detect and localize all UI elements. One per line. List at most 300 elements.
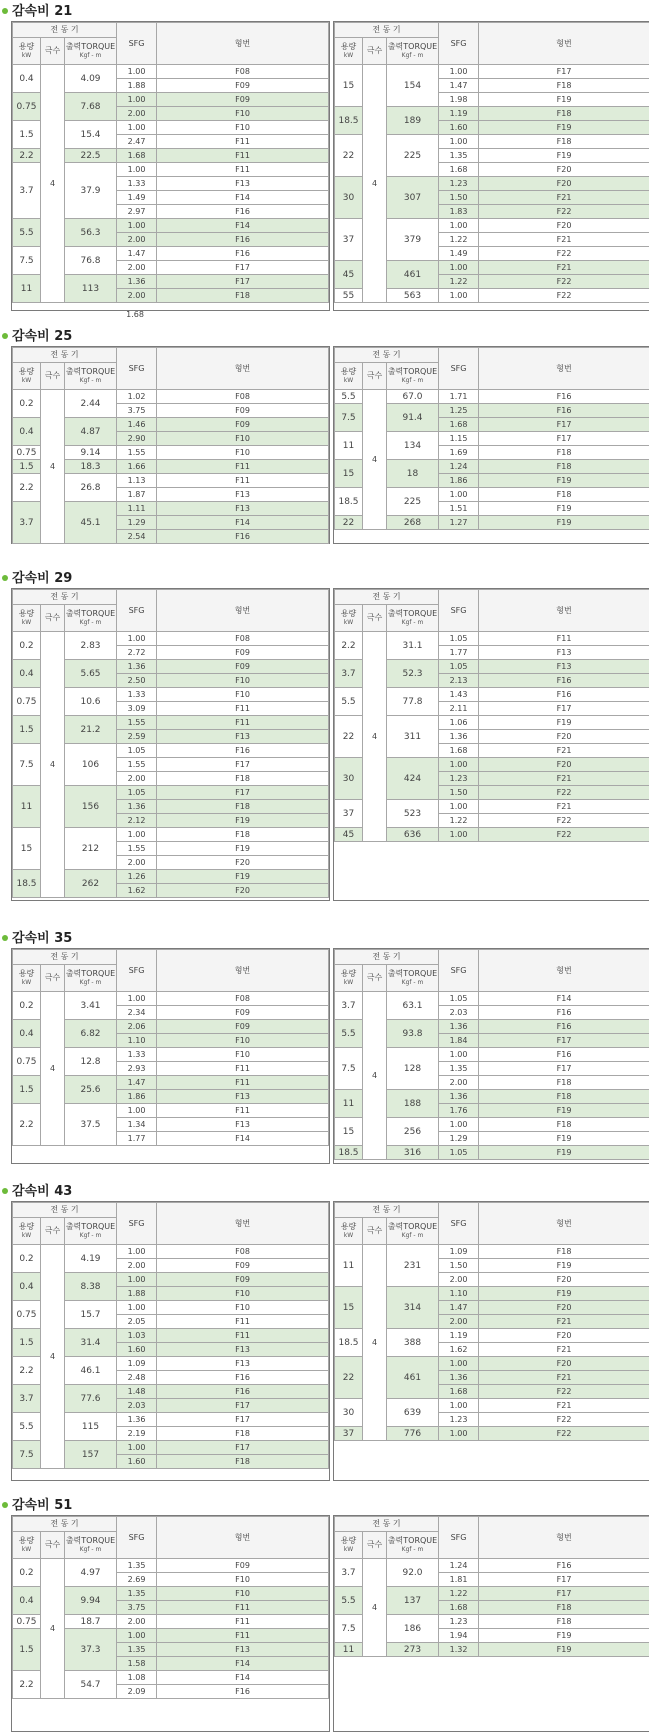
capacity-cell: 7.5 — [13, 1441, 41, 1469]
torque-cell: 15.4 — [65, 121, 117, 149]
model-cell: F18 — [479, 135, 649, 149]
torque-unit: Kgf - m — [387, 377, 438, 385]
table-row — [13, 1559, 329, 1573]
sfg-cell: 2.03 — [117, 1399, 157, 1413]
sfg-cell: 2.00 — [117, 856, 157, 870]
ratio-section — [0, 325, 649, 544]
sfg-cell: 2.00 — [117, 289, 157, 303]
sfg-cell: 2.59 — [117, 730, 157, 744]
sfg-cell: 1.84 — [439, 1034, 479, 1048]
capacity-cell: 30 — [335, 177, 363, 219]
torque-label: 출력TORQUE — [388, 1536, 437, 1545]
capacity-cell: 30 — [335, 758, 363, 800]
torque-cell: 67.0 — [387, 390, 439, 404]
section-title-text: 감속비 35 — [12, 931, 72, 946]
capacity-cell: 1.5 — [13, 1629, 41, 1671]
poles-header: 극수 — [363, 1218, 387, 1245]
model-cell: F21 — [479, 772, 649, 786]
model-cell: F11 — [157, 135, 329, 149]
capacity-cell: 1.5 — [13, 716, 41, 744]
model-header: 형번 — [157, 348, 329, 390]
torque-cell: 2.44 — [65, 390, 117, 418]
torque-cell: 268 — [387, 516, 439, 530]
sfg-cell: 1.00 — [117, 828, 157, 842]
torque-unit: Kgf - m — [387, 619, 438, 627]
capacity-unit: kW — [13, 52, 40, 60]
capacity-cell: 7.5 — [335, 1048, 363, 1090]
capacity-cell: 0.75 — [13, 93, 41, 121]
sfg-cell: 2.03 — [439, 1006, 479, 1020]
model-cell: F08 — [157, 992, 329, 1006]
model-cell: F18 — [479, 1601, 649, 1615]
capacity-cell: 0.75 — [13, 688, 41, 716]
left-table — [11, 21, 330, 311]
torque-cell: 54.7 — [65, 1671, 117, 1699]
sfg-cell: 1.49 — [439, 247, 479, 261]
torque-cell: 3.41 — [65, 992, 117, 1020]
sfg-cell: 1.62 — [117, 884, 157, 898]
sfg-cell: 1.36 — [439, 1090, 479, 1104]
ratio-section — [0, 1494, 649, 1732]
model-cell: F19 — [479, 149, 649, 163]
model-cell: F18 — [479, 107, 649, 121]
sfg-cell: 1.36 — [117, 1413, 157, 1427]
sfg-cell: 1.08 — [117, 1671, 157, 1685]
torque-cell: 18.3 — [65, 460, 117, 474]
model-cell: F14 — [157, 219, 329, 233]
model-cell: F13 — [157, 502, 329, 516]
left-table — [11, 346, 330, 544]
sfg-cell: 1.35 — [117, 1559, 157, 1573]
model-cell: F20 — [479, 1329, 649, 1343]
model-cell: F16 — [479, 390, 649, 404]
sfg-cell: 1.00 — [439, 758, 479, 772]
sfg-header: SFG — [117, 950, 157, 992]
capacity-cell: 0.75 — [13, 1615, 41, 1629]
sfg-cell: 1.23 — [439, 1615, 479, 1629]
sfg-cell: 1.00 — [117, 1273, 157, 1287]
torque-cell: 5.65 — [65, 660, 117, 688]
capacity-cell: 2.2 — [13, 1671, 41, 1699]
model-cell: F17 — [479, 432, 649, 446]
capacity-cell: 3.7 — [13, 502, 41, 544]
model-cell: F18 — [479, 79, 649, 93]
sfg-cell: 1.27 — [439, 516, 479, 530]
sfg-cell: 1.76 — [439, 1104, 479, 1118]
model-cell: F17 — [157, 786, 329, 800]
ratio-section — [0, 927, 649, 1164]
left-table — [11, 1201, 330, 1481]
sfg-header: SFG — [117, 1517, 157, 1559]
capacity-cell: 0.4 — [13, 65, 41, 93]
torque-cell: 92.0 — [387, 1559, 439, 1587]
capacity-unit: kW — [13, 1232, 40, 1240]
model-cell: F16 — [157, 205, 329, 219]
capacity-cell: 22 — [335, 1357, 363, 1399]
torque-unit: Kgf - m — [65, 979, 116, 987]
capacity-cell: 2.2 — [13, 1104, 41, 1146]
capacity-cell: 18.5 — [335, 1329, 363, 1357]
model-cell: F11 — [157, 702, 329, 716]
sfg-cell: 1.68 — [117, 149, 157, 163]
model-cell: F17 — [479, 1587, 649, 1601]
model-cell: F09 — [157, 1006, 329, 1020]
capacity-cell: 37 — [335, 1427, 363, 1441]
torque-cell: 37.5 — [65, 1104, 117, 1146]
capacity-label: 용량 — [19, 42, 34, 51]
sfg-cell: 1.68 — [439, 163, 479, 177]
sfg-cell: 2.47 — [117, 135, 157, 149]
poles-cell: 4 — [41, 632, 65, 898]
sfg-cell: 1.29 — [117, 516, 157, 530]
model-cell: F20 — [479, 163, 649, 177]
model-header: 형번 — [157, 1517, 329, 1559]
torque-header — [387, 605, 439, 632]
sfg-cell: 2.00 — [439, 1076, 479, 1090]
model-cell: F22 — [479, 1427, 649, 1441]
section-title — [0, 567, 72, 583]
model-cell: F19 — [479, 502, 649, 516]
model-cell: F11 — [479, 632, 649, 646]
table-row — [335, 632, 649, 646]
torque-label: 출력TORQUE — [388, 609, 437, 618]
capacity-cell: 18.5 — [335, 1146, 363, 1160]
model-cell: F17 — [157, 275, 329, 289]
model-cell: F16 — [479, 1020, 649, 1034]
capacity-header — [13, 38, 41, 65]
capacity-unit: kW — [335, 979, 362, 987]
capacity-label: 용량 — [341, 367, 356, 376]
torque-cell: 76.8 — [65, 247, 117, 275]
sfg-cell: 1.10 — [117, 1034, 157, 1048]
sfg-cell: 1.00 — [117, 1441, 157, 1455]
model-cell: F22 — [479, 786, 649, 800]
model-cell: F17 — [479, 1573, 649, 1587]
capacity-cell: 22 — [335, 716, 363, 758]
sfg-header: SFG — [439, 348, 479, 390]
motor-group-header: 전 동 기 — [335, 950, 439, 965]
capacity-cell: 7.5 — [335, 1615, 363, 1643]
sfg-cell: 1.87 — [117, 488, 157, 502]
torque-cell: 379 — [387, 219, 439, 261]
sfg-cell: 1.58 — [117, 1657, 157, 1671]
model-cell: F19 — [479, 716, 649, 730]
capacity-cell: 5.5 — [335, 390, 363, 404]
torque-cell: 776 — [387, 1427, 439, 1441]
capacity-header — [13, 965, 41, 992]
torque-label: 출력TORQUE — [66, 42, 115, 51]
model-cell: F10 — [157, 432, 329, 446]
left-table — [11, 1515, 330, 1732]
torque-cell: 115 — [65, 1413, 117, 1441]
model-cell: F19 — [479, 474, 649, 488]
bullet-icon — [2, 935, 8, 941]
sfg-cell: 1.09 — [117, 1357, 157, 1371]
torque-cell: 563 — [387, 289, 439, 303]
model-cell: F10 — [157, 1048, 329, 1062]
model-cell: F18 — [479, 1615, 649, 1629]
capacity-header — [335, 605, 363, 632]
sfg-cell: 1.00 — [117, 632, 157, 646]
sfg-cell: 1.23 — [439, 177, 479, 191]
capacity-cell: 0.4 — [13, 1020, 41, 1048]
capacity-cell: 15 — [335, 1118, 363, 1146]
poles-cell: 4 — [363, 992, 387, 1160]
ratio-section — [0, 1180, 649, 1481]
model-header: 형번 — [157, 950, 329, 992]
capacity-cell: 0.2 — [13, 1559, 41, 1587]
torque-cell: 37.3 — [65, 1629, 117, 1671]
sfg-cell: 1.29 — [439, 1132, 479, 1146]
left-table — [11, 588, 330, 901]
torque-unit: Kgf - m — [65, 1232, 116, 1240]
model-cell: F09 — [157, 93, 329, 107]
capacity-cell: 11 — [335, 432, 363, 460]
sfg-cell: 1.55 — [117, 842, 157, 856]
sfg-cell: 1.68 — [439, 744, 479, 758]
torque-cell: 4.09 — [65, 65, 117, 93]
capacity-label: 용량 — [19, 1536, 34, 1545]
sfg-cell: 2.13 — [439, 674, 479, 688]
model-header: 형번 — [479, 950, 649, 992]
model-cell: F14 — [157, 1132, 329, 1146]
model-cell: F19 — [479, 1629, 649, 1643]
torque-cell: 311 — [387, 716, 439, 758]
model-cell: F10 — [157, 1573, 329, 1587]
model-cell: F13 — [157, 730, 329, 744]
capacity-unit: kW — [335, 1546, 362, 1554]
torque-unit: Kgf - m — [65, 52, 116, 60]
sfg-cell: 2.93 — [117, 1062, 157, 1076]
sfg-cell: 1.33 — [117, 1048, 157, 1062]
model-cell: F19 — [479, 516, 649, 530]
torque-cell: 424 — [387, 758, 439, 800]
capacity-cell: 2.2 — [13, 1357, 41, 1385]
torque-unit: Kgf - m — [387, 52, 438, 60]
model-cell: F11 — [157, 1062, 329, 1076]
torque-cell: 22.5 — [65, 149, 117, 163]
torque-cell: 52.3 — [387, 660, 439, 688]
model-cell: F10 — [157, 446, 329, 460]
capacity-header — [335, 1218, 363, 1245]
sfg-cell: 1.00 — [439, 135, 479, 149]
right-table — [333, 346, 649, 544]
capacity-cell: 0.4 — [13, 660, 41, 688]
sfg-cell: 1.13 — [117, 474, 157, 488]
sfg-cell: 2.50 — [117, 674, 157, 688]
sfg-cell: 2.00 — [117, 233, 157, 247]
torque-header — [387, 1218, 439, 1245]
model-cell: F21 — [479, 1399, 649, 1413]
sfg-cell: 1.00 — [117, 219, 157, 233]
torque-header — [387, 965, 439, 992]
sfg-cell: 1.86 — [439, 474, 479, 488]
torque-cell: 523 — [387, 800, 439, 828]
capacity-cell: 45 — [335, 828, 363, 842]
model-cell: F09 — [157, 660, 329, 674]
model-cell: F20 — [479, 1273, 649, 1287]
model-cell: F09 — [157, 1020, 329, 1034]
model-cell: F19 — [157, 842, 329, 856]
bullet-icon — [2, 1188, 8, 1194]
model-cell: F22 — [479, 814, 649, 828]
sfg-cell: 1.68 — [439, 1601, 479, 1615]
motor-group-header: 전 동 기 — [13, 1203, 117, 1218]
motor-group-header: 전 동 기 — [13, 1517, 117, 1532]
table-row — [13, 632, 329, 646]
torque-cell: 113 — [65, 275, 117, 303]
model-cell: F18 — [479, 1118, 649, 1132]
torque-cell: 12.8 — [65, 1048, 117, 1076]
torque-cell: 212 — [65, 828, 117, 870]
sfg-cell: 2.00 — [117, 1259, 157, 1273]
model-cell: F18 — [157, 772, 329, 786]
poles-header: 극수 — [363, 363, 387, 390]
torque-cell: 225 — [387, 135, 439, 177]
torque-cell: 189 — [387, 107, 439, 135]
capacity-cell: 0.2 — [13, 1245, 41, 1273]
sfg-cell: 2.05 — [117, 1315, 157, 1329]
model-cell: F11 — [157, 163, 329, 177]
capacity-unit: kW — [13, 1546, 40, 1554]
sfg-cell: 1.00 — [439, 828, 479, 842]
model-cell: F08 — [157, 632, 329, 646]
model-cell: F09 — [157, 1259, 329, 1273]
model-cell: F09 — [157, 79, 329, 93]
sfg-cell: 2.12 — [117, 814, 157, 828]
model-cell: F16 — [479, 404, 649, 418]
capacity-unit: kW — [13, 619, 40, 627]
sfg-cell: 1.55 — [117, 446, 157, 460]
torque-unit: Kgf - m — [387, 979, 438, 987]
sfg-cell: 2.72 — [117, 646, 157, 660]
model-cell: F21 — [479, 1343, 649, 1357]
capacity-header — [335, 38, 363, 65]
sfg-cell: 1.23 — [439, 772, 479, 786]
model-cell: F10 — [157, 1587, 329, 1601]
capacity-cell: 0.4 — [13, 1273, 41, 1301]
model-cell: F09 — [157, 1273, 329, 1287]
sfg-cell: 1.25 — [439, 404, 479, 418]
sfg-cell: 1.55 — [117, 758, 157, 772]
model-cell: F21 — [479, 261, 649, 275]
torque-header — [65, 363, 117, 390]
capacity-cell: 18.5 — [335, 107, 363, 135]
torque-cell: 316 — [387, 1146, 439, 1160]
torque-header — [65, 605, 117, 632]
sfg-cell: 1.55 — [117, 716, 157, 730]
sfg-cell: 1.24 — [439, 1559, 479, 1573]
model-cell: F08 — [157, 65, 329, 79]
capacity-header — [335, 965, 363, 992]
model-cell: F21 — [479, 233, 649, 247]
torque-cell: 9.94 — [65, 1587, 117, 1615]
capacity-cell: 1.5 — [13, 121, 41, 149]
right-table — [333, 1201, 649, 1481]
model-cell: F20 — [479, 1357, 649, 1371]
model-cell: F16 — [157, 247, 329, 261]
model-cell: F17 — [157, 1441, 329, 1455]
motor-group-header: 전 동 기 — [13, 950, 117, 965]
capacity-cell: 5.5 — [13, 219, 41, 247]
capacity-cell: 3.7 — [13, 1385, 41, 1413]
capacity-cell: 0.2 — [13, 632, 41, 660]
model-cell: F14 — [479, 992, 649, 1006]
torque-header — [65, 965, 117, 992]
ratio-section — [0, 567, 649, 901]
capacity-cell: 11 — [13, 786, 41, 828]
motor-group-header: 전 동 기 — [335, 348, 439, 363]
torque-cell: 134 — [387, 432, 439, 460]
capacity-unit: kW — [335, 52, 362, 60]
model-cell: F22 — [479, 1413, 649, 1427]
sfg-cell: 2.06 — [117, 1020, 157, 1034]
torque-cell: 45.1 — [65, 502, 117, 544]
torque-cell: 26.8 — [65, 474, 117, 502]
model-cell: F18 — [479, 488, 649, 502]
capacity-label: 용량 — [19, 609, 34, 618]
model-cell: F22 — [479, 205, 649, 219]
sfg-cell: 3.75 — [117, 1601, 157, 1615]
section-title-text: 감속비 29 — [12, 571, 72, 586]
sfg-cell: 2.11 — [439, 702, 479, 716]
table-row — [13, 65, 329, 79]
sfg-cell: 1.71 — [439, 390, 479, 404]
sfg-header: SFG — [439, 590, 479, 632]
capacity-cell: 0.2 — [13, 992, 41, 1020]
table-row — [335, 1245, 649, 1259]
model-cell: F11 — [157, 474, 329, 488]
model-cell: F21 — [479, 744, 649, 758]
model-cell: F22 — [479, 1385, 649, 1399]
model-cell: F17 — [479, 1034, 649, 1048]
left-table — [11, 948, 330, 1164]
model-cell: F18 — [479, 446, 649, 460]
torque-cell: 56.3 — [65, 219, 117, 247]
model-cell: F18 — [479, 1245, 649, 1259]
model-cell: F13 — [157, 1118, 329, 1132]
model-cell: F13 — [479, 646, 649, 660]
sfg-header: SFG — [117, 348, 157, 390]
sfg-cell: 2.54 — [117, 530, 157, 544]
capacity-label: 용량 — [19, 1222, 34, 1231]
model-cell: F11 — [157, 1315, 329, 1329]
sfg-cell: 1.60 — [117, 1455, 157, 1469]
bullet-icon — [2, 1502, 8, 1508]
table-row — [335, 1559, 649, 1573]
model-cell: F22 — [479, 828, 649, 842]
torque-cell: 21.2 — [65, 716, 117, 744]
sfg-cell: 1.00 — [117, 163, 157, 177]
right-table — [333, 588, 649, 901]
model-cell: F19 — [157, 870, 329, 884]
capacity-label: 용량 — [341, 609, 356, 618]
capacity-unit: kW — [13, 979, 40, 987]
model-cell: F22 — [479, 275, 649, 289]
model-cell: F22 — [479, 247, 649, 261]
model-cell: F11 — [157, 1615, 329, 1629]
capacity-cell: 5.5 — [13, 1413, 41, 1441]
sfg-cell: 1.36 — [117, 275, 157, 289]
model-cell: F13 — [157, 1343, 329, 1357]
sfg-cell: 2.00 — [117, 1615, 157, 1629]
torque-cell: 157 — [65, 1441, 117, 1469]
model-cell: F17 — [157, 758, 329, 772]
model-cell: F08 — [157, 1245, 329, 1259]
torque-header — [387, 1532, 439, 1559]
sfg-cell: 1.69 — [439, 446, 479, 460]
torque-cell: 314 — [387, 1287, 439, 1329]
